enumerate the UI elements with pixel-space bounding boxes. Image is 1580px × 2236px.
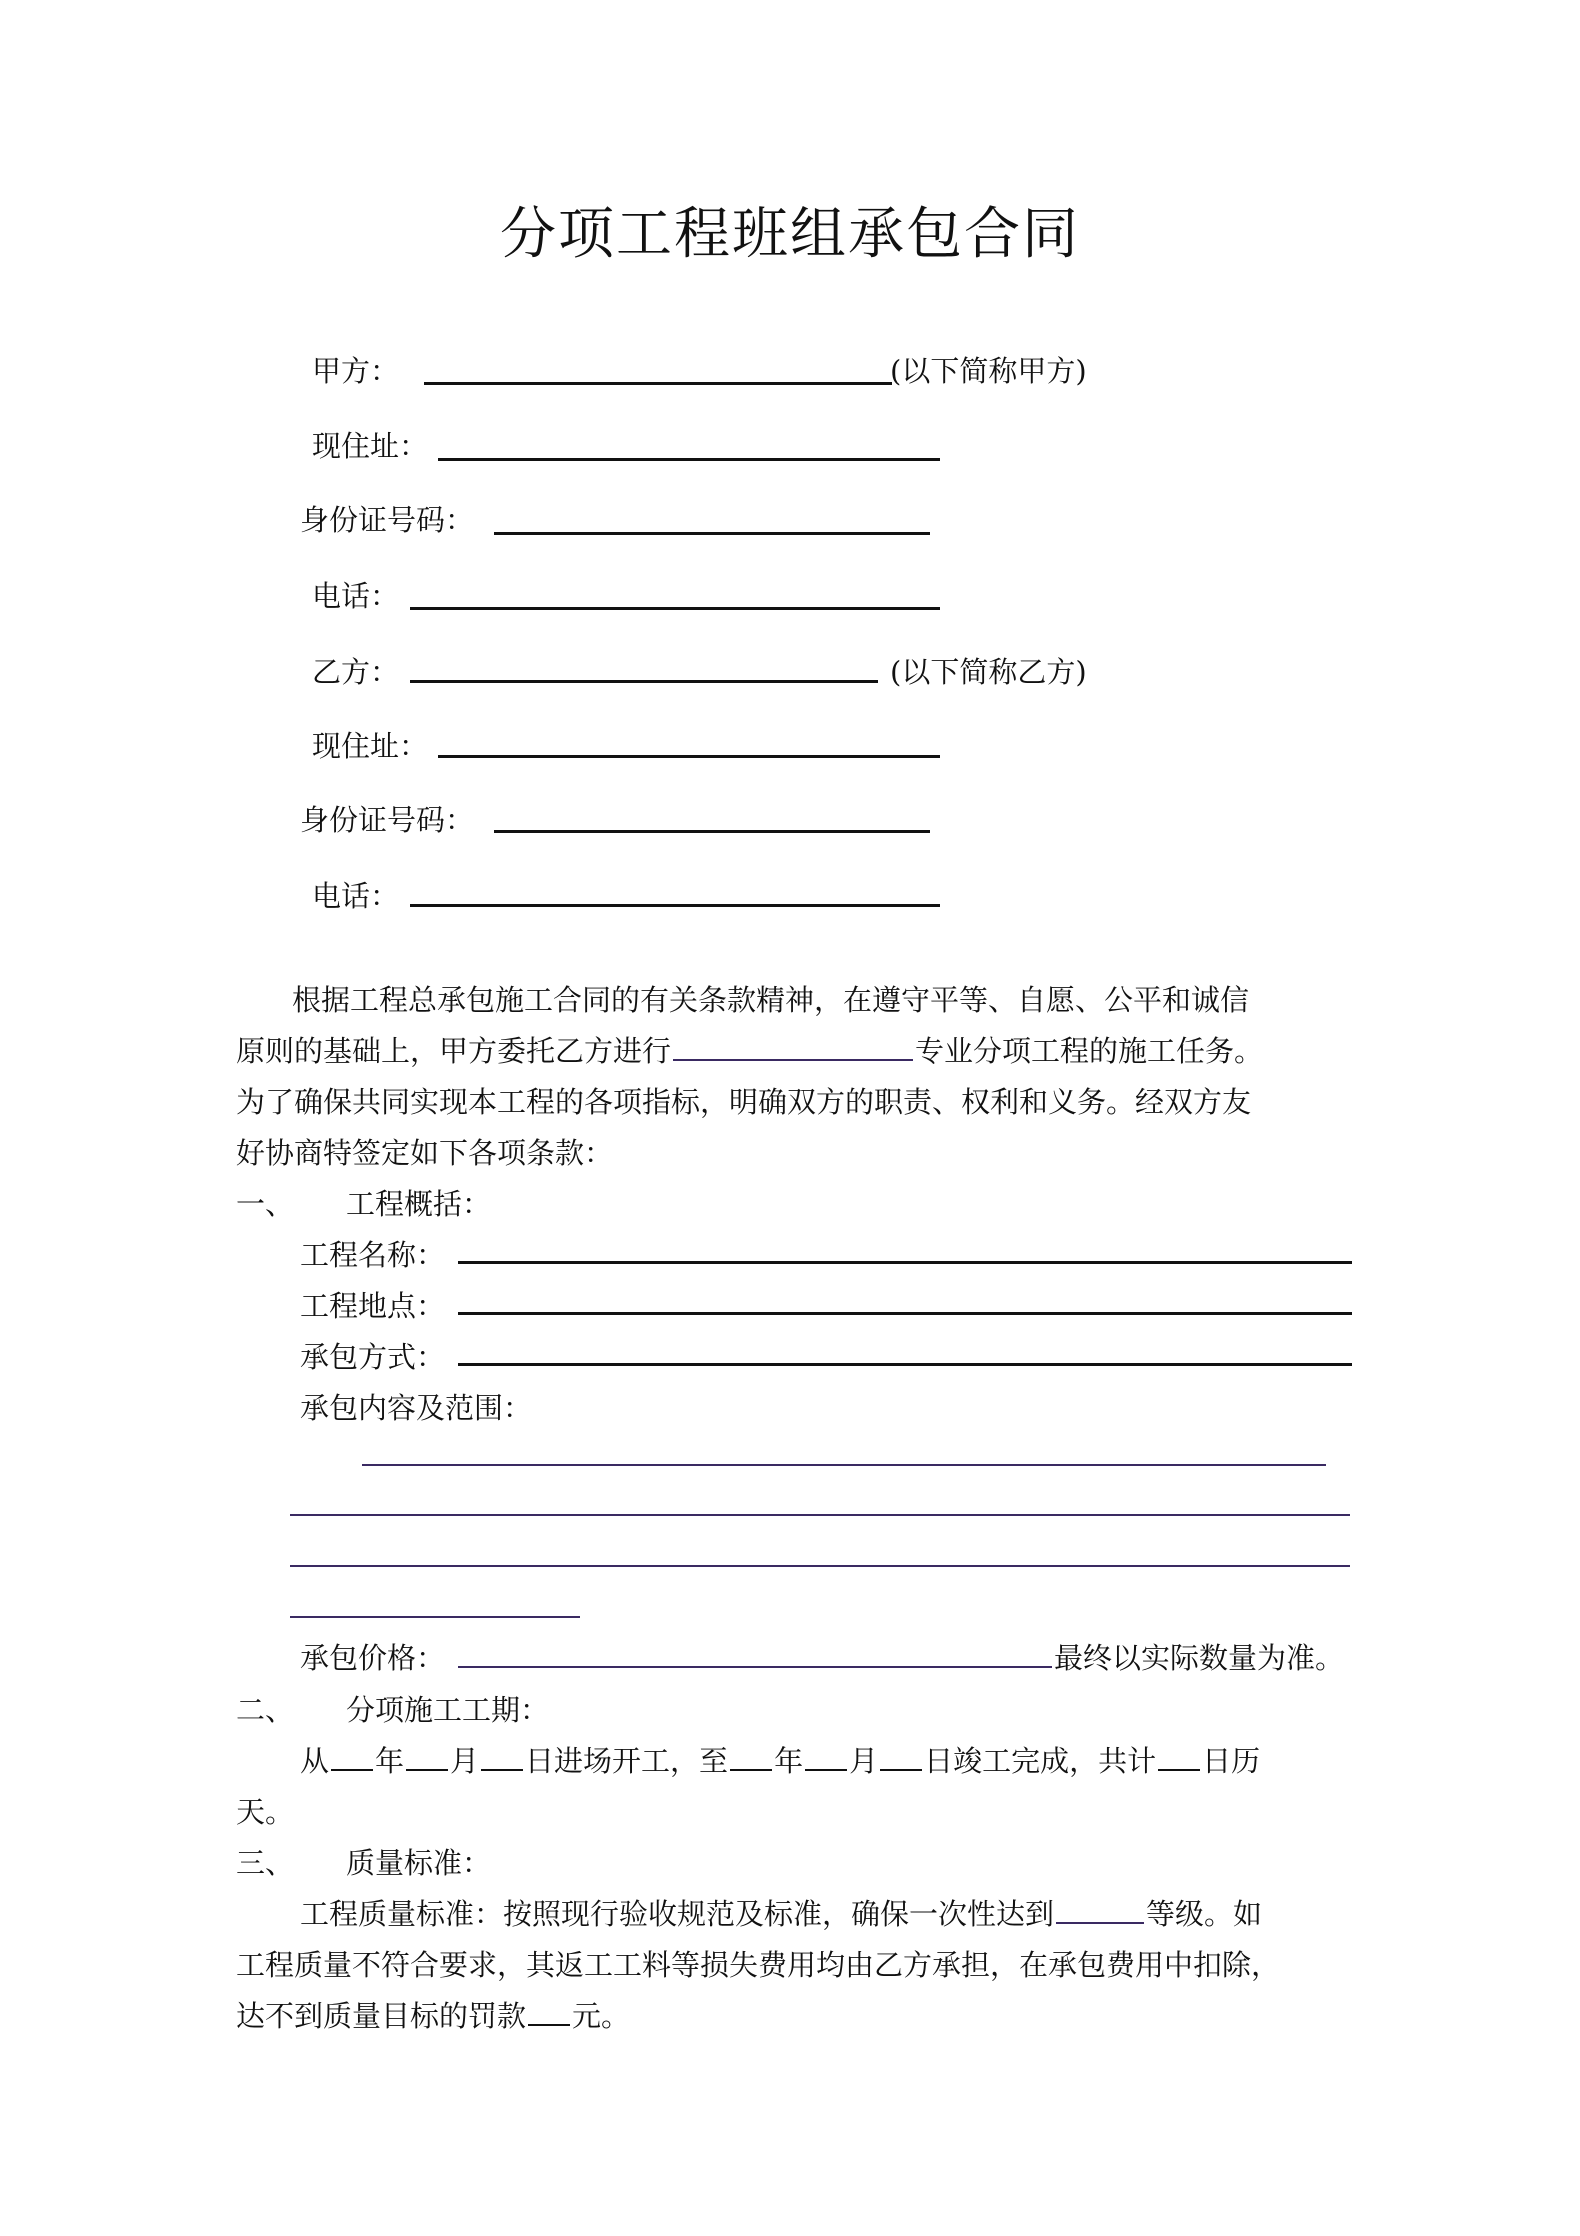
party-a-id-label: 身份证号码： bbox=[300, 503, 475, 537]
party-a-id-field[interactable] bbox=[494, 532, 930, 535]
end-month-field[interactable] bbox=[805, 1743, 847, 1771]
intro-line-2-after: 专业分项工程的施工任务。 bbox=[915, 1034, 1264, 1068]
schedule-wrap: 天。 bbox=[236, 1795, 295, 1829]
schedule-year-2: 年 bbox=[774, 1744, 804, 1778]
penalty-amount-field[interactable] bbox=[528, 1998, 570, 2026]
end-day-field[interactable] bbox=[880, 1743, 922, 1771]
schedule-end-text: 日竣工完成，共计 bbox=[924, 1744, 1157, 1778]
party-b-address-field[interactable] bbox=[438, 755, 940, 758]
scope-field-line-3[interactable] bbox=[290, 1565, 1350, 1567]
party-a-phone-field[interactable] bbox=[410, 607, 940, 610]
quality-line-2: 工程质量不符合要求，其返工工料等损失费用均由乙方承担，在承包费用中扣除， bbox=[236, 1948, 1281, 1982]
party-a-phone-label: 电话： bbox=[312, 579, 400, 613]
quality-line-3 bbox=[236, 1996, 630, 2036]
party-b-name-field[interactable] bbox=[410, 680, 878, 683]
quality-line-3-after: 元。 bbox=[572, 1999, 631, 2033]
party-b-id-field[interactable] bbox=[494, 830, 930, 833]
intro-line-4: 好协商特签定如下各项条款： bbox=[236, 1136, 614, 1170]
party-b-label: 乙方： bbox=[312, 655, 400, 689]
scope-field-line-2[interactable] bbox=[290, 1514, 1350, 1516]
party-a-name-field[interactable] bbox=[424, 382, 892, 385]
scope-field-line-1[interactable] bbox=[362, 1464, 1326, 1466]
total-days-field[interactable] bbox=[1158, 1743, 1200, 1771]
section-2-number: 二、 bbox=[236, 1693, 295, 1727]
scope-field-line-4[interactable] bbox=[290, 1616, 580, 1618]
schedule-calendar-text: 日历 bbox=[1202, 1744, 1261, 1778]
party-a-address-label: 现住址： bbox=[312, 429, 429, 463]
party-b-address-label: 现住址： bbox=[312, 729, 429, 763]
section-2-heading: 分项施工工期： bbox=[346, 1693, 550, 1727]
price-suffix: 最终以实际数量为准。 bbox=[1054, 1641, 1345, 1675]
contract-method-label: 承包方式： bbox=[300, 1340, 446, 1374]
schedule-from: 从 bbox=[300, 1744, 330, 1778]
intro-line-2 bbox=[236, 1031, 1263, 1071]
schedule-month-2: 月 bbox=[849, 1744, 879, 1778]
intro-line-1: 根据工程总承包施工合同的有关条款精神，在遵守平等、自愿、公平和诚信 bbox=[292, 983, 1250, 1017]
contract-method-field[interactable] bbox=[458, 1363, 1352, 1366]
section-1-heading: 工程概括： bbox=[346, 1187, 492, 1221]
end-year-field[interactable] bbox=[730, 1743, 772, 1771]
quality-line-1-after: 等级。如 bbox=[1146, 1897, 1263, 1931]
schedule-month-1: 月 bbox=[450, 1744, 480, 1778]
start-year-field[interactable] bbox=[331, 1743, 373, 1771]
party-b-suffix: (以下简称乙方) bbox=[890, 655, 1087, 689]
party-b-phone-field[interactable] bbox=[410, 904, 940, 907]
quality-line-1-before: 工程质量标准：按照现行验收规范及标准，确保一次性达到 bbox=[300, 1897, 1055, 1931]
project-name-field[interactable] bbox=[458, 1261, 1352, 1264]
intro-line-3: 为了确保共同实现本工程的各项指标，明确双方的职责、权利和义务。经双方友 bbox=[236, 1085, 1252, 1119]
schedule-line bbox=[300, 1741, 1260, 1781]
price-label: 承包价格： bbox=[300, 1641, 446, 1675]
project-name-label: 工程名称： bbox=[300, 1238, 446, 1272]
project-location-field[interactable] bbox=[458, 1312, 1352, 1315]
project-location-label: 工程地点： bbox=[300, 1289, 446, 1323]
quality-line-3-before: 达不到质量目标的罚款 bbox=[236, 1999, 527, 2033]
party-a-suffix: (以下简称甲方) bbox=[890, 354, 1087, 388]
schedule-year-1: 年 bbox=[375, 1744, 405, 1778]
party-b-id-label: 身份证号码： bbox=[300, 803, 475, 837]
start-month-field[interactable] bbox=[406, 1743, 448, 1771]
intro-line-2-before: 原则的基础上，甲方委托乙方进行 bbox=[236, 1034, 672, 1068]
section-1-number: 一、 bbox=[236, 1187, 295, 1221]
section-3-number: 三、 bbox=[236, 1846, 295, 1880]
schedule-start-text: 日进场开工，至 bbox=[525, 1744, 729, 1778]
quality-grade-field[interactable] bbox=[1056, 1896, 1144, 1924]
section-3-heading: 质量标准： bbox=[346, 1846, 492, 1880]
start-day-field[interactable] bbox=[481, 1743, 523, 1771]
scope-label: 承包内容及范围： bbox=[300, 1391, 533, 1425]
page-title: 分项工程班组承包合同 bbox=[500, 202, 1080, 267]
price-field[interactable] bbox=[458, 1666, 1052, 1668]
party-b-phone-label: 电话： bbox=[312, 879, 400, 913]
party-a-address-field[interactable] bbox=[438, 458, 940, 461]
party-a-label: 甲方： bbox=[312, 354, 400, 388]
specialty-blank-field[interactable] bbox=[673, 1033, 913, 1061]
quality-line-1 bbox=[300, 1894, 1262, 1934]
